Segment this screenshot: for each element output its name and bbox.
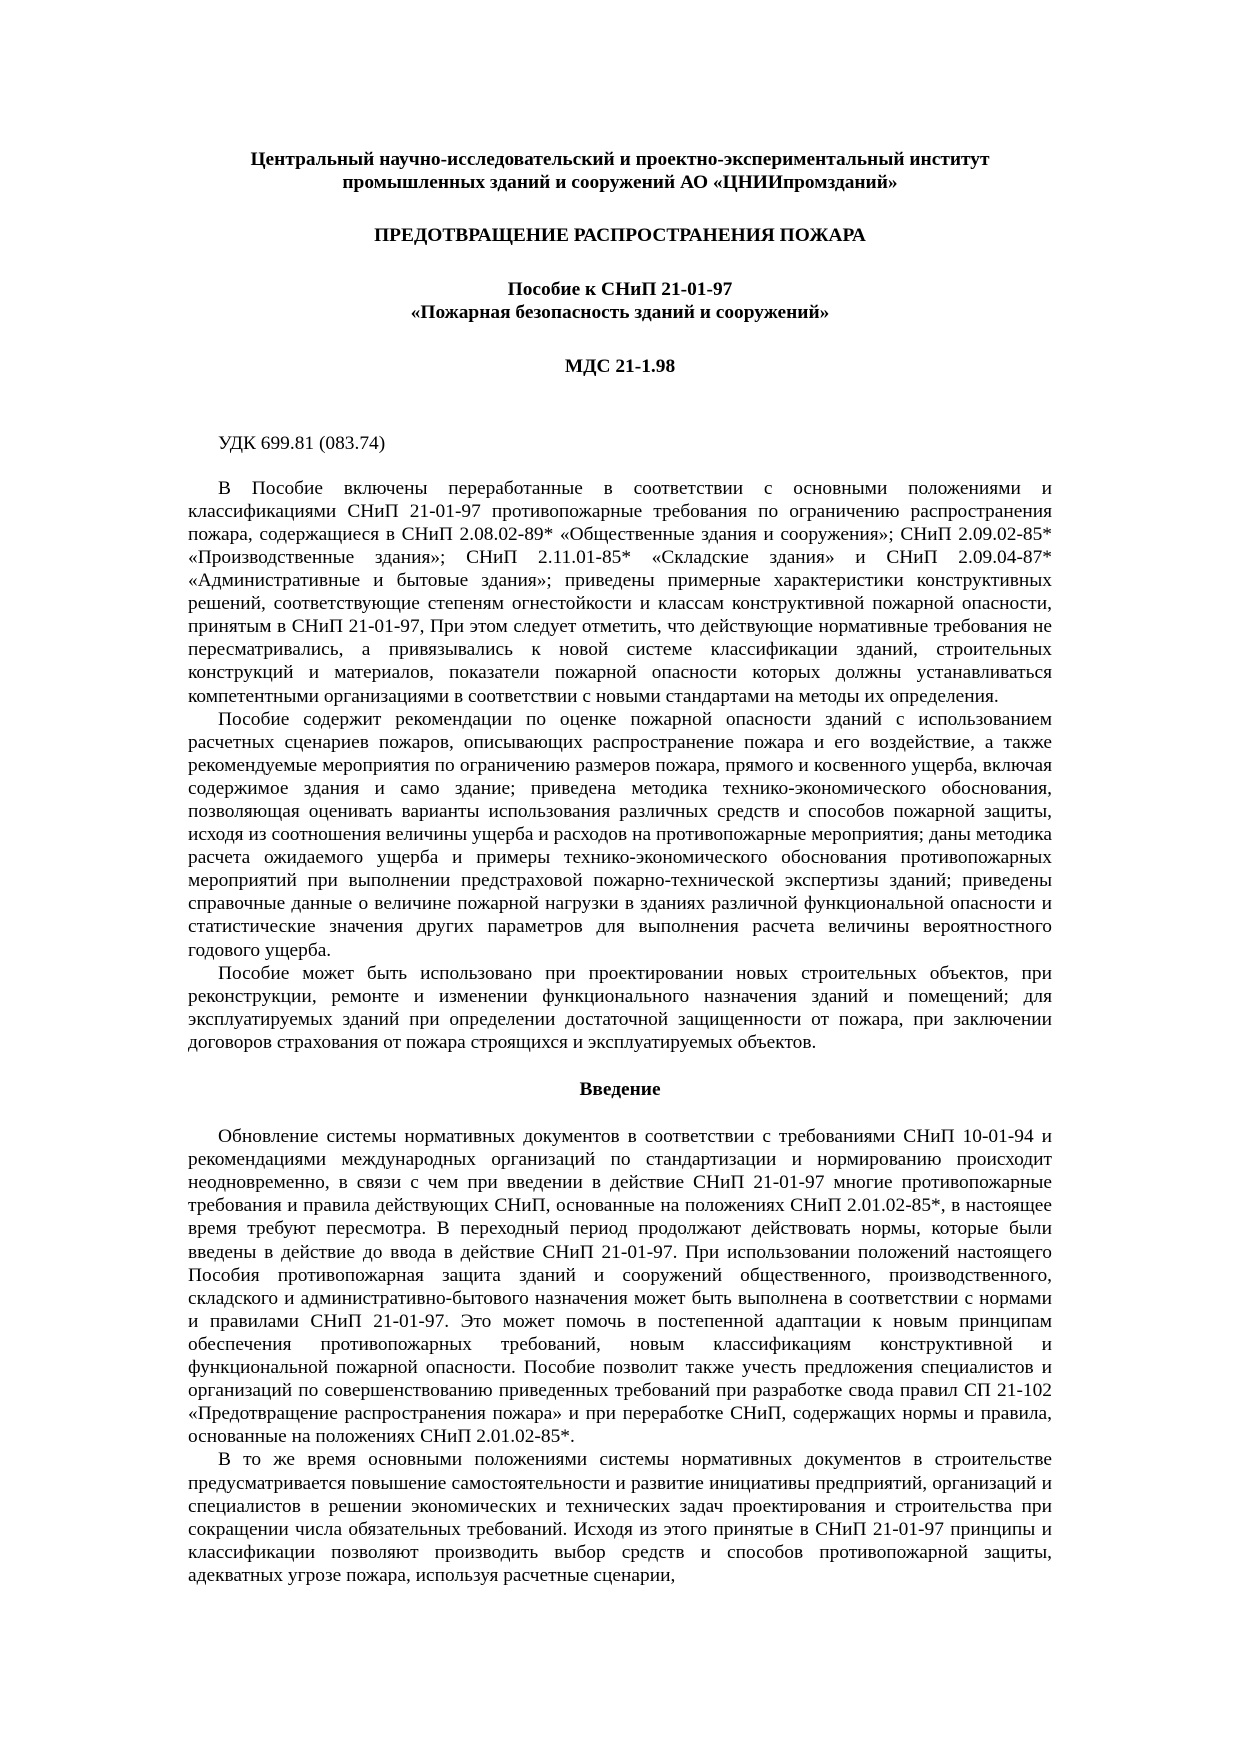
abstract-paragraph-1: В Пособие включены переработанные в соответствии с основными положениями и классификациями СНиП 21-01-97 противопожарные требования по ограничению распространения пожара, содержащиеся в СНиП 2.08.02-89* «Общественные здания и сооружения»; СНиП 2.09.02-85* «Производственные здания»; СНиП 2.11.01-85* «Складские здания» и СНиП 2.09.04-87* «Административные и бытовые здания»; приведены примерные характеристики конструктивных решений, соответствующие степеням огнестойкости и классам конструктивной пожарной опасности, принятым в СНиП 21-01-97, При этом следует отметить, что действующие нормативные требования не пересматривались, а привязывались к новой системе классификации зданий, строительных конструкций и материалов, показатели пожарной опасности которых должны устанавливаться компетентными организациями в соответствии с новыми стандартами на методы их определения.	[188, 477, 1052, 707]
abstract-paragraph-3: Пособие может быть использовано при проектировании новых строительных объектов, при реконструкции, ремонте и изменении функционального назначения зданий и помещений; для эксплуатируемых зданий при определении достаточной защищенности от пожара, при заключении договоров страхования от пожара строящихся и эксплуатируемых объектов.	[188, 962, 1052, 1053]
document-page	[188, 148, 1052, 1587]
posobie-line-2: «Пожарная безопасность зданий и сооружений»	[410, 302, 830, 324]
institute-line-1: Центральный научно-исследовательский и проектно-экспериментальный институт	[250, 149, 990, 170]
posobie-line-1: Пособие к СНиП 21-01-97	[507, 279, 733, 301]
abstract-paragraph-2: Пособие содержит рекомендации по оценке пожарной опасности зданий с использованием расчетных сценариев пожаров, описывающих распространение пожара и его воздействие, а также рекомендуемые мероприятия по ограничению размеров пожара, прямого и косвенного ущерба, включая содержимое здания и само здание; приведена методика технико-экономического обоснования, позволяющая оценивать варианты использования различных средств и способов пожарной защиты, исходя из соотношения величины ущерба и расходов на противопожарные мероприятия; даны методика расчета ожидаемого ущерба и примеры технико-экономического обоснования противопожарных мероприятий при выполнении предстраховой пожарно-технической экспертизы зданий; приведены справочные данные о величине пожарной нагрузки в зданиях различной функциональной опасности и статистические значения других параметров для выполнения расчета величины вероятностного годового ущерба.	[188, 708, 1052, 961]
abstract-block	[188, 477, 1052, 1054]
introduction-paragraph-1: Обновление системы нормативных документов в соответствии с требованиями СНиП 10-01-94 и рекомендациями международных организаций по стандартизации и нормированию происходит неодновременно, в связи с чем при введении в действие СНиП 21-01-97 многие противопожарные требования и правила действующих СНиП, основанные на положениях СНиП 2.01.02-85*, в настоящее время требуют пересмотра. В переходный период продолжают действовать нормы, которые были введены в действие до ввода в действие СНиП 21-01-97. При использовании положений настоящего Пособия противопожарная защита зданий и сооружений общественного, производственного, складского и административно-бытового назначения может быть выполнена в соответствии с нормами и правилами СНиП 21-01-97. Это может помочь в постепенной адаптации к новым принципам обеспечения противопожарных требований, новым классификациям конструктивной и функциональной пожарной опасности. Пособие позволит также учесть предложения специалистов и организаций по совершенствованию приведенных требований при разработке свода правил СП 21-102 «Предотвращение распространения пожара» и при переработке СНиП, содержащих нормы и правила, основанные на положениях СНиП 2.01.02-85*.	[188, 1126, 1052, 1448]
document-title: ПРЕДОТВРАЩЕНИЕ РАСПРОСТРАНЕНИЯ ПОЖАРА	[374, 225, 866, 247]
introduction-paragraph-2: В то же время основными положениями системы нормативных документов в строительстве предусматривается повышение самостоятельности и развитие инициативы предприятий, организаций и специалистов в решении экономических и технических задач проектирования и строительства при сокращении числа обязательных требований. Исходя из этого принятые в СНиП 21-01-97 принципы и классификации позволяют производить выбор средств и способов противопожарной защиты, адекватных угрозе пожара, используя расчетные сценарии,	[188, 1449, 1052, 1586]
udk-code: УДК 699.81 (083.74)	[218, 432, 386, 454]
institute-name	[188, 148, 1052, 194]
institute-line-2: промышленных зданий и сооружений АО «ЦНИИпромзданий»	[342, 172, 898, 194]
mds-code: МДС 21-1.98	[564, 356, 676, 378]
posobie-heading	[188, 278, 1052, 324]
introduction-block	[188, 1125, 1052, 1587]
section-title-introduction: Введение	[579, 1079, 661, 1100]
